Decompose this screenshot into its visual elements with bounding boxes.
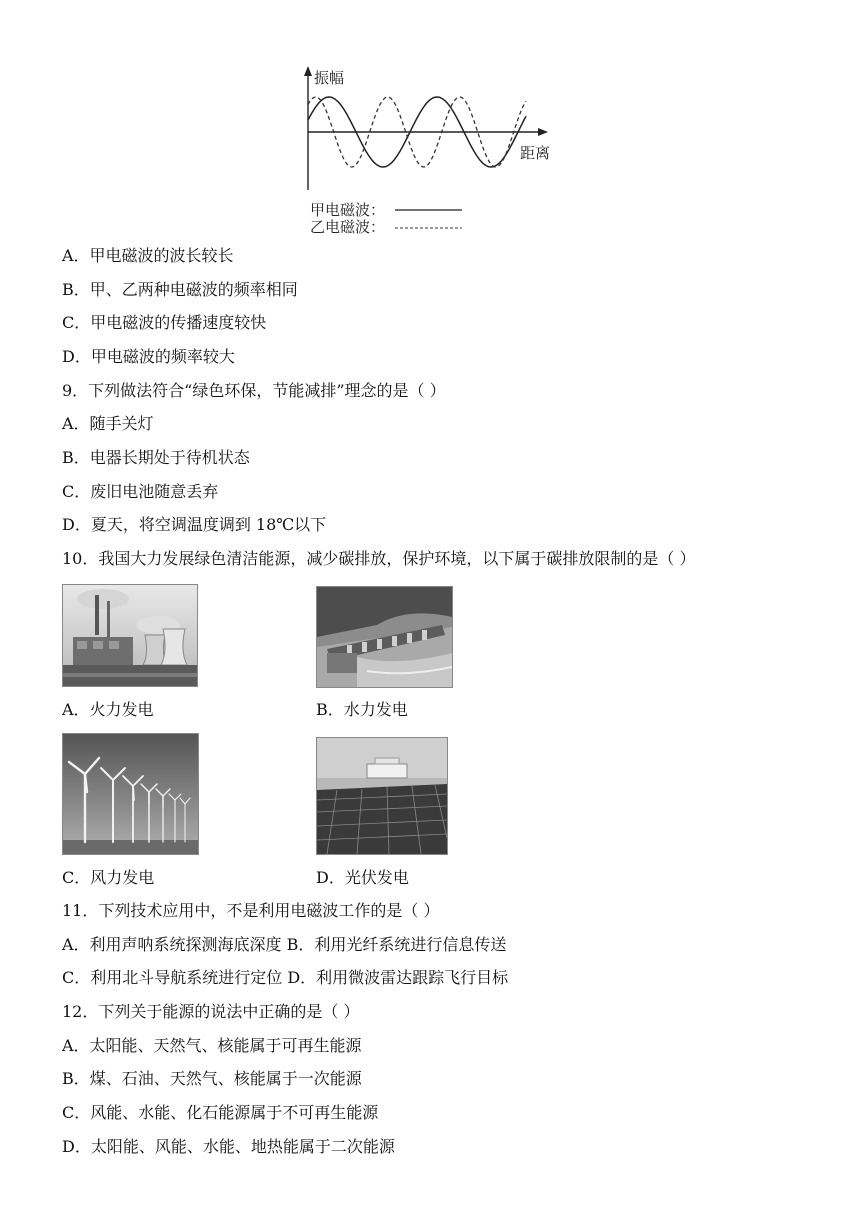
q8-option-a: A．甲电磁波的波长较长	[62, 246, 234, 265]
q12-option-c: C．风能、水能、化石能源属于不可再生能源	[62, 1103, 379, 1122]
q11-stem: 11．下列技术应用中，不是利用电磁波工作的是（ ）	[62, 901, 440, 920]
q11-options-row-1: A．利用声呐系统探测海底深度 B．利用光纤系统进行信息传送	[62, 935, 507, 954]
q12-stem: 12．下列关于能源的说法中正确的是（ ）	[62, 1002, 360, 1021]
q9-option-a: A．随手关灯	[62, 414, 154, 433]
q10-option-d: D．光伏发电	[316, 868, 409, 887]
q8-option-c: C．甲电磁波的传播速度较快	[62, 313, 267, 332]
hydropower-dam-photo	[316, 586, 453, 688]
q9-stem: 9．下列做法符合“绿色环保，节能减排”理念的是（ ）	[62, 381, 446, 400]
q8-option-d: D．甲电磁波的频率较大	[62, 347, 235, 366]
legend-jia-label: 甲电磁波：	[310, 201, 386, 219]
q12-option-b: B．煤、石油、天然气、核能属于一次能源	[62, 1069, 362, 1088]
y-axis-label: 振幅	[314, 69, 345, 87]
legend-yi-label: 乙电磁波：	[310, 218, 386, 236]
q9-option-b: B．电器长期处于待机状态	[62, 448, 250, 467]
q11-options-row-2: C．利用北斗导航系统进行定位 D．利用微波雷达跟踪飞行目标	[62, 968, 509, 987]
q10-option-a: A．火力发电	[62, 700, 154, 719]
wave-figure	[290, 62, 580, 237]
y-axis-arrow	[304, 66, 312, 76]
q12-option-a: A．太阳能、天然气、核能属于可再生能源	[62, 1036, 362, 1055]
wind-turbines-photo	[62, 733, 199, 855]
q12-option-d: D．太阳能、风能、水能、地热能属于二次能源	[62, 1137, 395, 1156]
x-axis-label: 距离	[520, 144, 551, 162]
solar-panels-photo	[316, 737, 448, 855]
q10-option-b: B．水力发电	[316, 700, 408, 719]
x-axis-arrow	[538, 128, 548, 136]
q8-option-b: B．甲、乙两种电磁波的频率相同	[62, 280, 298, 299]
q9-option-d: D．夏天，将空调温度调到 18℃以下	[62, 515, 327, 534]
q10-option-c: C．风力发电	[62, 868, 155, 887]
q9-option-c: C．废旧电池随意丢弃	[62, 482, 219, 501]
thermal-power-plant-photo	[62, 584, 198, 687]
q10-stem: 10．我国大力发展绿色清洁能源，减少碳排放，保护环境，以下属于碳排放限制的是（ ）	[62, 549, 696, 568]
